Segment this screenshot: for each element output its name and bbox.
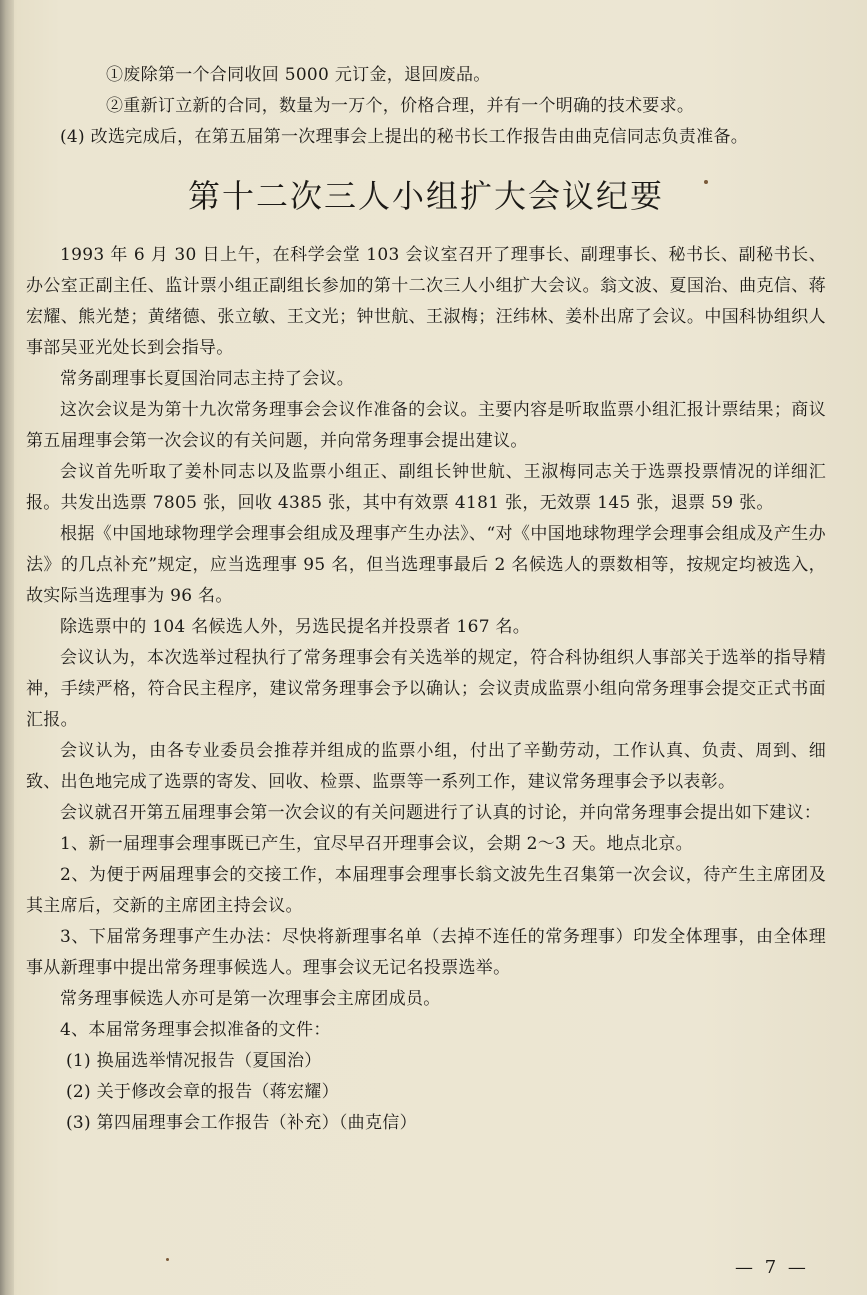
paragraph-5: 根据《中国地球物理学会理事会组成及理事产生办法》、“对《中国地球物理学会理事会组成及产生办法》的几点补充”规定，应当选理事 95 名，但当选理事最后 2 名候选人的票数相等，按规定均被选入，故实际当选理事为 96 名。 xyxy=(26,524,826,606)
list-item: (3) 第四届理事会工作报告（补充）（曲克信） xyxy=(66,1113,417,1133)
paragraph-14: 4、本届常务理事会拟准备的文件： xyxy=(60,1020,331,1040)
paragraph-4: 会议首先听取了姜朴同志以及监票小组正、副组长钟世航、王淑梅同志关于选票投票情况的详细汇报。共发出选票 7805 张，回收 4385 张，其中有效票 4181 张，无效票 145 张，退票 59 张。 xyxy=(26,462,826,513)
list-item: (1) 换届选举情况报告（夏国治） xyxy=(66,1051,322,1071)
item-line-1: ①废除第一个合同收回 5000 元订金，退回废品。 xyxy=(106,65,491,85)
paragraph-1: 1993 年 6 月 30 日上午，在科学会堂 103 会议室召开了理事长、副理事长、秘书长、副秘书长、办公室正副主任、监计票小组正副组长参加的第十二次三人小组扩大会议。翁文波、夏国治、曲克信、蒋宏耀、熊光楚；黄绪德、张立敏、王文光；钟世航、王淑梅；汪纬林、姜朴出席了会议。中国科协组织人事部吴亚光处长到会指导。 xyxy=(26,245,826,358)
paragraph-9: 会议就召开第五届理事会第一次会议的有关问题进行了认真的讨论，并向常务理事会提出如下建议： xyxy=(60,803,822,823)
paper-speck xyxy=(704,180,708,184)
item-line-2: ②重新订立新的合同，数量为一万个，价格合理，并有一个明确的技术要求。 xyxy=(106,96,695,116)
paragraph-8: 会议认为，由各专业委员会推荐并组成的监票小组，付出了辛勤劳动，工作认真、负责、周到、细致、出色地完成了选票的寄发、回收、检票、监票等一系列工作，建议常务理事会予以表彰。 xyxy=(26,741,826,792)
paragraph-13: 常务理事候选人亦可是第一次理事会主席团成员。 xyxy=(60,989,441,1009)
paragraph-11: 2、为便于两届理事会的交接工作，本届理事会理事长翁文波先生召集第一次会议，待产生主席团及其主席后，交新的主席团主持会议。 xyxy=(26,865,826,916)
document-body xyxy=(26,60,826,1139)
paragraph-10: 1、新一届理事会理事既已产生，宜尽早召开理事会议，会期 2～3 天。地点北京。 xyxy=(60,834,693,854)
page-number: — 7 — xyxy=(735,1257,809,1278)
paragraph-3: 这次会议是为第十九次常务理事会会议作准备的会议。主要内容是听取监票小组汇报计票结果；商议第五届理事会第一次会议的有关问题，并向常务理事会提出建议。 xyxy=(26,400,826,451)
paper-speck xyxy=(166,1258,169,1261)
list-item: (2) 关于修改会章的报告（蒋宏耀） xyxy=(66,1082,339,1102)
paragraph-2: 常务副理事长夏国治同志主持了会议。 xyxy=(60,369,355,389)
paragraph-12: 3、下届常务理事产生办法：尽快将新理事名单（去掉不连任的常务理事）印发全体理事，由全体理事从新理事中提出常务理事候选人。理事会议无记名投票选举。 xyxy=(26,927,826,978)
page-title: 第十二次三人小组扩大会议纪要 xyxy=(187,177,664,215)
page-binding-shadow xyxy=(0,0,14,1295)
paragraph-6: 除选票中的 104 名候选人外，另选民提名并投票者 167 名。 xyxy=(60,617,531,637)
item-line-3: (4) 改选完成后，在第五届第一次理事会上提出的秘书长工作报告由曲克信同志负责准备。 xyxy=(60,127,749,147)
paragraph-7: 会议认为，本次选举过程执行了常务理事会有关选举的规定，符合科协组织人事部关于选举的指导精神，手续严格，符合民主程序，建议常务理事会予以确认；会议责成监票小组向常务理事会提交正式书面汇报。 xyxy=(26,648,826,730)
